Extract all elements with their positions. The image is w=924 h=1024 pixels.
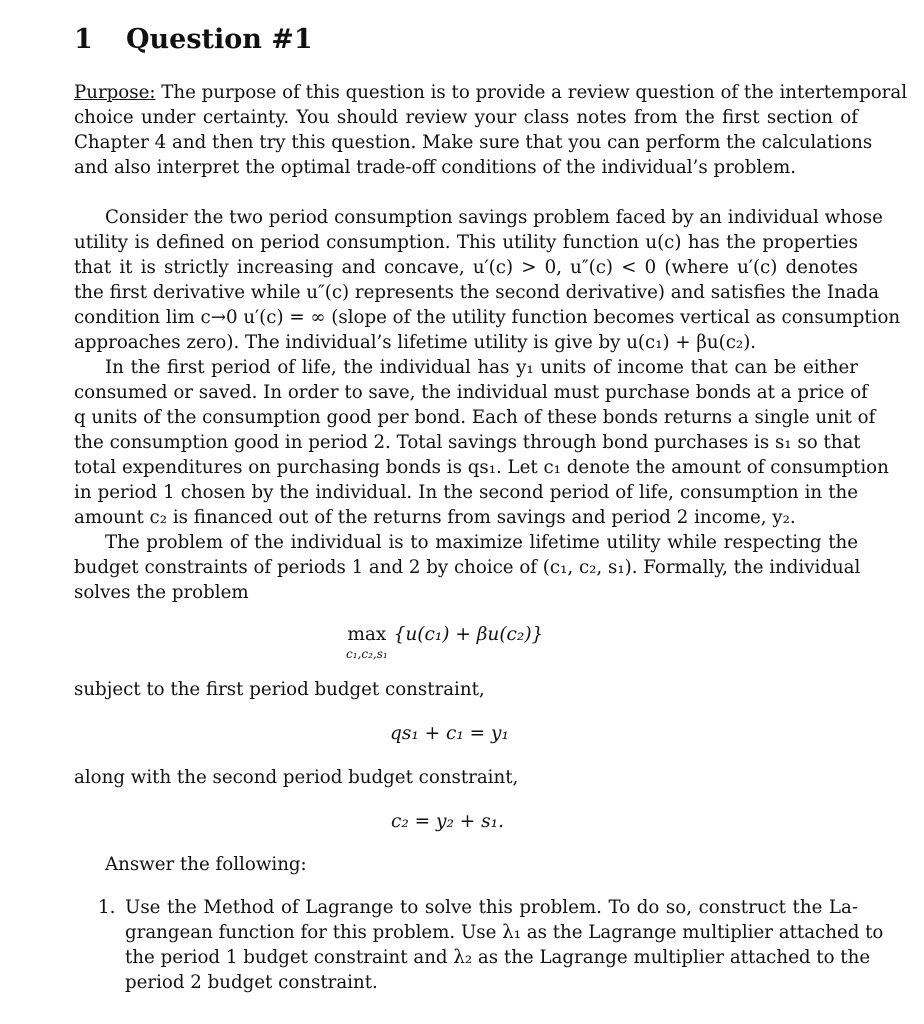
constraint1-intro-text: subject to the first period budget constraint, (74, 679, 485, 700)
constraint1-intro (74, 677, 858, 702)
list-item-marker: 1. (98, 897, 116, 918)
paragraph-line: in period 1 chosen by the individual. In the second period of life, consumption in the (74, 482, 858, 503)
max-operator: max (347, 624, 387, 645)
purpose-paragraph (74, 80, 908, 180)
paragraph-line: the consumption good in period 2. Total savings through bond purchases is s₁ so that (74, 432, 861, 453)
purpose-line: Chapter 4 and then try this question. Make sure that you can perform the calculations (74, 132, 873, 153)
second-period-constraint: c₂ = y₂ + s₁. (391, 811, 504, 832)
paragraph-line: consumed or saved. In order to save, the individual must purchase bonds at a price of (74, 382, 868, 403)
answer-intro (74, 852, 858, 877)
max-subscript: c₁,c₂,s₁ (346, 647, 388, 661)
paragraph-line: total expenditures on purchasing bonds is qs₁. Let c₁ denote the amount of consumption (74, 457, 889, 478)
paragraph-line: q units of the consumption good per bond. Each of these bonds returns a single unit of (74, 407, 876, 428)
paragraph-line: solves the problem (74, 582, 249, 603)
list-item-line: the period 1 budget constraint and λ₂ as the Lagrange multiplier attached to the (125, 947, 871, 968)
paragraph-line: utility is defined on period consumption. This utility function u(c) has the properties (74, 232, 858, 253)
constraint2-intro (74, 765, 858, 790)
objective-expression: {u(c₁) + βu(c₂)} (393, 624, 544, 645)
list-item-line: grangean function for this problem. Use λ₁ as the Lagrange multiplier attached to (125, 922, 884, 943)
income-paragraph (74, 355, 889, 530)
paragraph-line: The problem of the individual is to maximize lifetime utility while respecting the (105, 532, 858, 553)
consumption-paragraph (74, 205, 901, 355)
list-item-line: Use the Method of Lagrange to solve this problem. To do so, construct the La- (125, 897, 858, 918)
list-item (125, 895, 884, 995)
paragraph-line: the first derivative while u″(c) represents the second derivative) and satisfies the Inada (74, 282, 880, 303)
first-period-constraint: qs₁ + c₁ = y₁ (390, 723, 509, 744)
section-heading (74, 24, 313, 55)
objective-equation (346, 624, 543, 661)
constraint2-intro-text: along with the second period budget constraint, (74, 767, 519, 788)
purpose-line: choice under certainty. You should review your class notes from the first section of (74, 107, 858, 128)
purpose-label: Purpose: (74, 82, 156, 103)
paragraph-line: budget constraints of periods 1 and 2 by choice of (c₁, c₂, s₁). Formally, the individual (74, 557, 861, 578)
purpose-line: and also interpret the optimal trade-off conditions of the individual’s problem. (74, 157, 796, 178)
paragraph-line: Consider the two period consumption savings problem faced by an individual whose (105, 207, 883, 228)
purpose-line: The purpose of this question is to provide a review question of the intertemporal (155, 82, 908, 103)
paragraph-line: In the first period of life, the individual has y₁ units of income that can be either (105, 357, 858, 378)
paragraph-line: condition lim c→0 u′(c) = ∞ (slope of the utility function becomes vertical as consumption (74, 307, 901, 328)
paragraph-line: amount c₂ is financed out of the returns from savings and period 2 income, y₂. (74, 507, 796, 528)
paragraph-line: that it is strictly increasing and concave, u′(c) > 0, u″(c) < 0 (where u′(c) denotes (74, 257, 858, 278)
problem-paragraph (74, 530, 861, 605)
paragraph-line: approaches zero). The individual’s lifetime utility is give by u(c₁) + βu(c₂). (74, 332, 757, 353)
list-item-line: period 2 budget constraint. (125, 972, 378, 993)
section-number: 1 (74, 24, 93, 55)
answer-intro-text: Answer the following: (105, 854, 307, 875)
section-title: Question #1 (126, 24, 313, 55)
